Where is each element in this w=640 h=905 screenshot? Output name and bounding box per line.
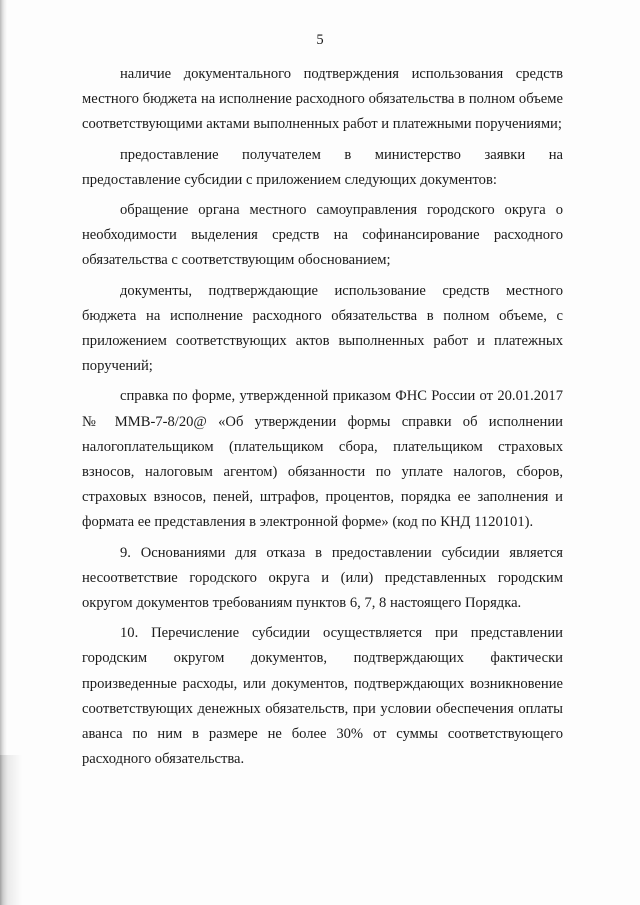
paragraph-supporting-documents: документы, подтверждающие использование средств местного бюджета на исполнение расходного обязательства в полном объеме, с приложением соответствующих актов выполненных работ и платежных поручений; (82, 282, 563, 375)
document-body (82, 62, 563, 772)
page-number: 5 (316, 32, 324, 48)
paragraph-municipal-request: обращение органа местного самоуправления городского округа о необходимости выделения средств на софинансирование расходного обязательства с соответствующим обоснованием; (82, 202, 563, 269)
paragraph-documentary-confirmation: наличие документального подтверждения использования средств местного бюджета на исполнение расходного обязательства в полном объеме соответствующими актами выполненных работ и платежными поручениями; (82, 66, 563, 133)
paragraph-item-9-refusal-grounds: 9. Основаниями для отказа в предоставлении субсидии является несоответствие городского округа и (или) представленных городским округом документов требованиям пунктов 6, 7, 8 настоящего Порядка. (82, 544, 563, 612)
paragraph-tax-certificate: справка по форме, утвержденной приказом ФНС России от 20.01.2017 № ММВ-7-8/20@ «Об утверждении формы справки об исполнении налогоплательщиком (плательщиком сбора, плательщиком страховых взносов, налоговым агентом) обязанности по уплате налогов, сборов, страховых взносов, пеней, штрафов, процентов, порядка ее заполнения и формата ее представления в электронной форме» (код по КНД 1120101). (82, 388, 563, 531)
scan-edge-shadow-bottom (0, 755, 22, 905)
paragraph-item-10-subsidy-transfer: 10. Перечисление субсидии осуществляется при представлении городским округом документов, подтверждающих фактически произведенные расходы, или документов, подтверждающих возникновение соответствующих денежных обязательств, при условии обеспечения оплаты аванса по ним в размере не более 30% от суммы соответствующего расходного обязательства. (82, 625, 563, 768)
paragraph-application-submission: предоставление получателем в министерство заявки на предоставление субсидии с приложением следующих документов: (82, 146, 563, 188)
